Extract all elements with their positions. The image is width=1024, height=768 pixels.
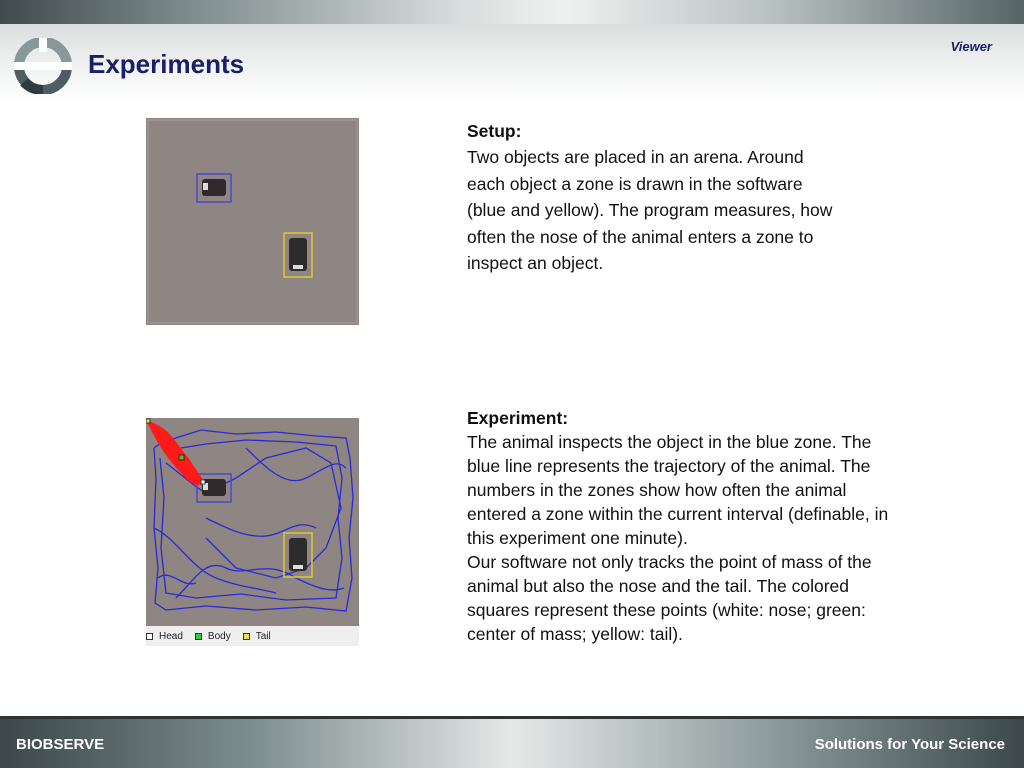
- setup-heading: Setup:: [467, 121, 522, 141]
- tail-square-icon: [243, 633, 250, 640]
- experiment-line: The animal inspects the object in the blue zone. The: [467, 432, 872, 452]
- setup-line: inspect an object.: [467, 253, 604, 274]
- head-square-icon: [146, 633, 153, 640]
- legend-label-body: Body: [207, 630, 231, 642]
- footer-brand: BIOBSERVE: [16, 736, 105, 753]
- head-marker: [201, 480, 205, 484]
- tail-marker: [146, 419, 150, 423]
- legend-item-tail: [243, 631, 271, 642]
- legend-label-tail: Tail: [255, 630, 271, 642]
- body-square-icon: [195, 633, 202, 640]
- setup-line: often the nose of the animal enters a zone to: [467, 226, 814, 247]
- legend-item-body: [195, 631, 231, 642]
- legend-item-head: [146, 631, 183, 642]
- footer-slogan: Solutions for Your Science: [814, 736, 1005, 753]
- experiment-line: Our software not only tracks the point of mass of the: [467, 552, 872, 572]
- experiment-line: animal but also the nose and the tail. The colored: [467, 576, 850, 596]
- body-marker: [179, 455, 184, 460]
- experiment-arena-image: [146, 418, 359, 626]
- setup-line: (blue and yellow). The program measures, how: [467, 200, 833, 221]
- setup-arena-image: [146, 118, 359, 325]
- experiment-line: entered a zone within the current interval (definable, in: [467, 504, 889, 524]
- experiment-line: center of mass; yellow: tail).: [467, 624, 683, 644]
- legend-label-head: Head: [159, 630, 183, 642]
- experiment-line: numbers in the zones show how often the animal: [467, 480, 847, 500]
- tracking-legend: [146, 626, 359, 646]
- experiment-line: blue line represents the trajectory of the animal. The: [467, 456, 871, 476]
- experiment-text: [467, 406, 967, 646]
- setup-line: each object a zone is drawn in the software: [467, 173, 803, 194]
- experiment-line: this experiment one minute).: [467, 528, 688, 548]
- experiment-line: squares represent these points (white: nose; green:: [467, 600, 866, 620]
- page-title: Experiments: [88, 49, 245, 79]
- top-banner: [0, 0, 1024, 24]
- viewer-label: Viewer: [950, 39, 992, 54]
- setup-line: Two objects are placed in an arena. Around: [467, 147, 804, 168]
- experiment-heading: Experiment:: [467, 408, 569, 428]
- setup-text: [467, 118, 897, 276]
- biobserve-logo-icon: [14, 38, 72, 94]
